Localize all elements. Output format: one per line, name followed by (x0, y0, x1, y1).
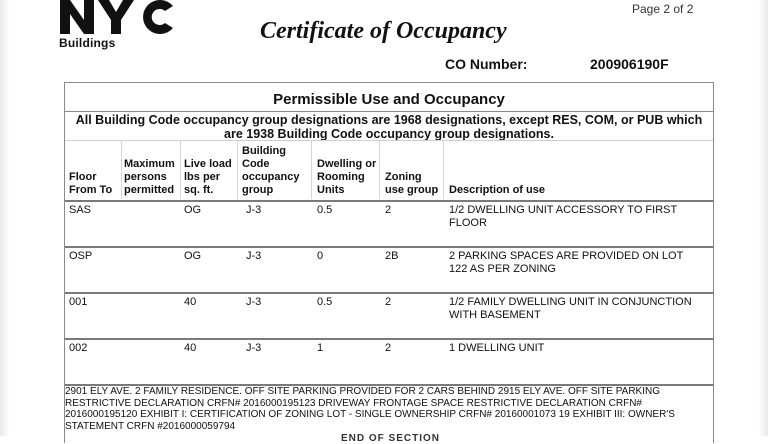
header-zoning-group: Zoning use group (385, 171, 439, 196)
table-row (65, 338, 713, 384)
note-line: All Building Code occupancy group designations are 1968 designations, except RES, COM, or PUB which (75, 113, 703, 127)
footer-line: STATEMENT CRFN #2016000059794 (65, 420, 236, 432)
nyc-buildings-logo (58, 0, 178, 54)
logo-wordmark: Buildings (59, 36, 116, 50)
co-number-label: CO Number: (445, 56, 528, 72)
end-of-section-label: END OF SECTION (341, 433, 441, 444)
cell-description: 2 PARKING SPACES ARE PROVIDED ON LOT 122 AS PER ZONING (449, 250, 684, 275)
cell-floor: OSP (69, 250, 93, 262)
footer-line: RESTRICTIVE DECLARATION CRFN# 2016000195123 DRIVEWAY FRONTAGE SPACE RESTRICTIVE DECLARATION CRFN# (65, 397, 642, 409)
cell-zoning-group: 2B (385, 250, 399, 262)
header-occupancy-group: Building Code occupancy group (242, 145, 300, 196)
cell-live-load: OG (184, 204, 202, 216)
cell-zoning-group: 2 (385, 296, 392, 308)
cell-live-load: OG (184, 250, 202, 262)
column-divider (443, 140, 444, 199)
cell-dwelling-units: 1 (317, 342, 324, 354)
footer-line: 2901 ELY AVE. 2 FAMILY RESIDENCE. OFF SITE PARKING PROVIDED FOR 2 CARS BEHIND 2915 ELY AVE. OFF SITE PARKING (65, 386, 660, 397)
header-top-rule (65, 140, 713, 141)
column-divider (180, 140, 181, 199)
footer-note (65, 386, 710, 432)
column-divider (121, 140, 122, 199)
header-live-load: Live load lbs per sq. ft. (184, 158, 232, 196)
table-row (65, 292, 713, 338)
co-number-value: 200906190F (590, 56, 669, 72)
permissible-use-section (64, 82, 714, 443)
cell-floor: 002 (69, 342, 88, 354)
section-title-divider (65, 111, 713, 112)
row-divider (65, 338, 713, 340)
cell-floor: 001 (69, 296, 88, 308)
cell-description: 1/2 FAMILY DWELLING UNIT IN CONJUNCTION WITH BASEMENT (449, 296, 692, 321)
header-dwelling-units: Dwelling or Rooming Units (317, 158, 377, 196)
nyc-logo-icon (58, 0, 176, 36)
column-divider (379, 140, 380, 199)
cell-floor: SAS (69, 204, 92, 216)
cell-live-load: 40 (184, 296, 197, 308)
page-number: Page 2 of 2 (632, 2, 694, 16)
column-divider (311, 140, 312, 199)
row-divider (65, 246, 713, 248)
cell-occupancy-group: J-3 (246, 342, 262, 354)
header-floor: Floor From To (69, 171, 113, 196)
cell-occupancy-group: J-3 (246, 296, 262, 308)
cell-dwelling-units: 0.5 (317, 204, 333, 216)
cell-description: 1 DWELLING UNIT (449, 342, 545, 354)
table-row (65, 246, 713, 292)
header-max-persons: Maximum persons permitted (124, 158, 175, 196)
cell-occupancy-group: J-3 (246, 204, 262, 216)
cell-description: 1/2 DWELLING UNIT ACCESSORY TO FIRST FLOOR (449, 204, 678, 229)
cell-live-load: 40 (184, 342, 197, 354)
section-title: Permissible Use and Occupancy (273, 91, 505, 108)
footer-line: 2016000195120 EXHIBIT I: CERTIFICATION OF ZONING LOT - SINGLE OWNERSHIP CRFN# 20160001073 19 EXHIBIT III: OWNER'S (65, 409, 675, 420)
cell-occupancy-group: J-3 (246, 250, 262, 262)
row-divider (65, 200, 713, 202)
row-divider (65, 292, 713, 294)
occupancy-designation-note (65, 113, 713, 141)
cell-zoning-group: 2 (385, 342, 392, 354)
note-line: are 1938 Building Code occupancy group designations. (224, 127, 554, 141)
table-row (65, 200, 713, 246)
column-divider (237, 140, 238, 199)
page-title: Certificate of Occupancy (260, 18, 507, 44)
header-description: Description of use (449, 184, 545, 196)
cell-zoning-group: 2 (385, 204, 392, 216)
cell-dwelling-units: 0.5 (317, 296, 333, 308)
cell-dwelling-units: 0 (317, 250, 324, 262)
